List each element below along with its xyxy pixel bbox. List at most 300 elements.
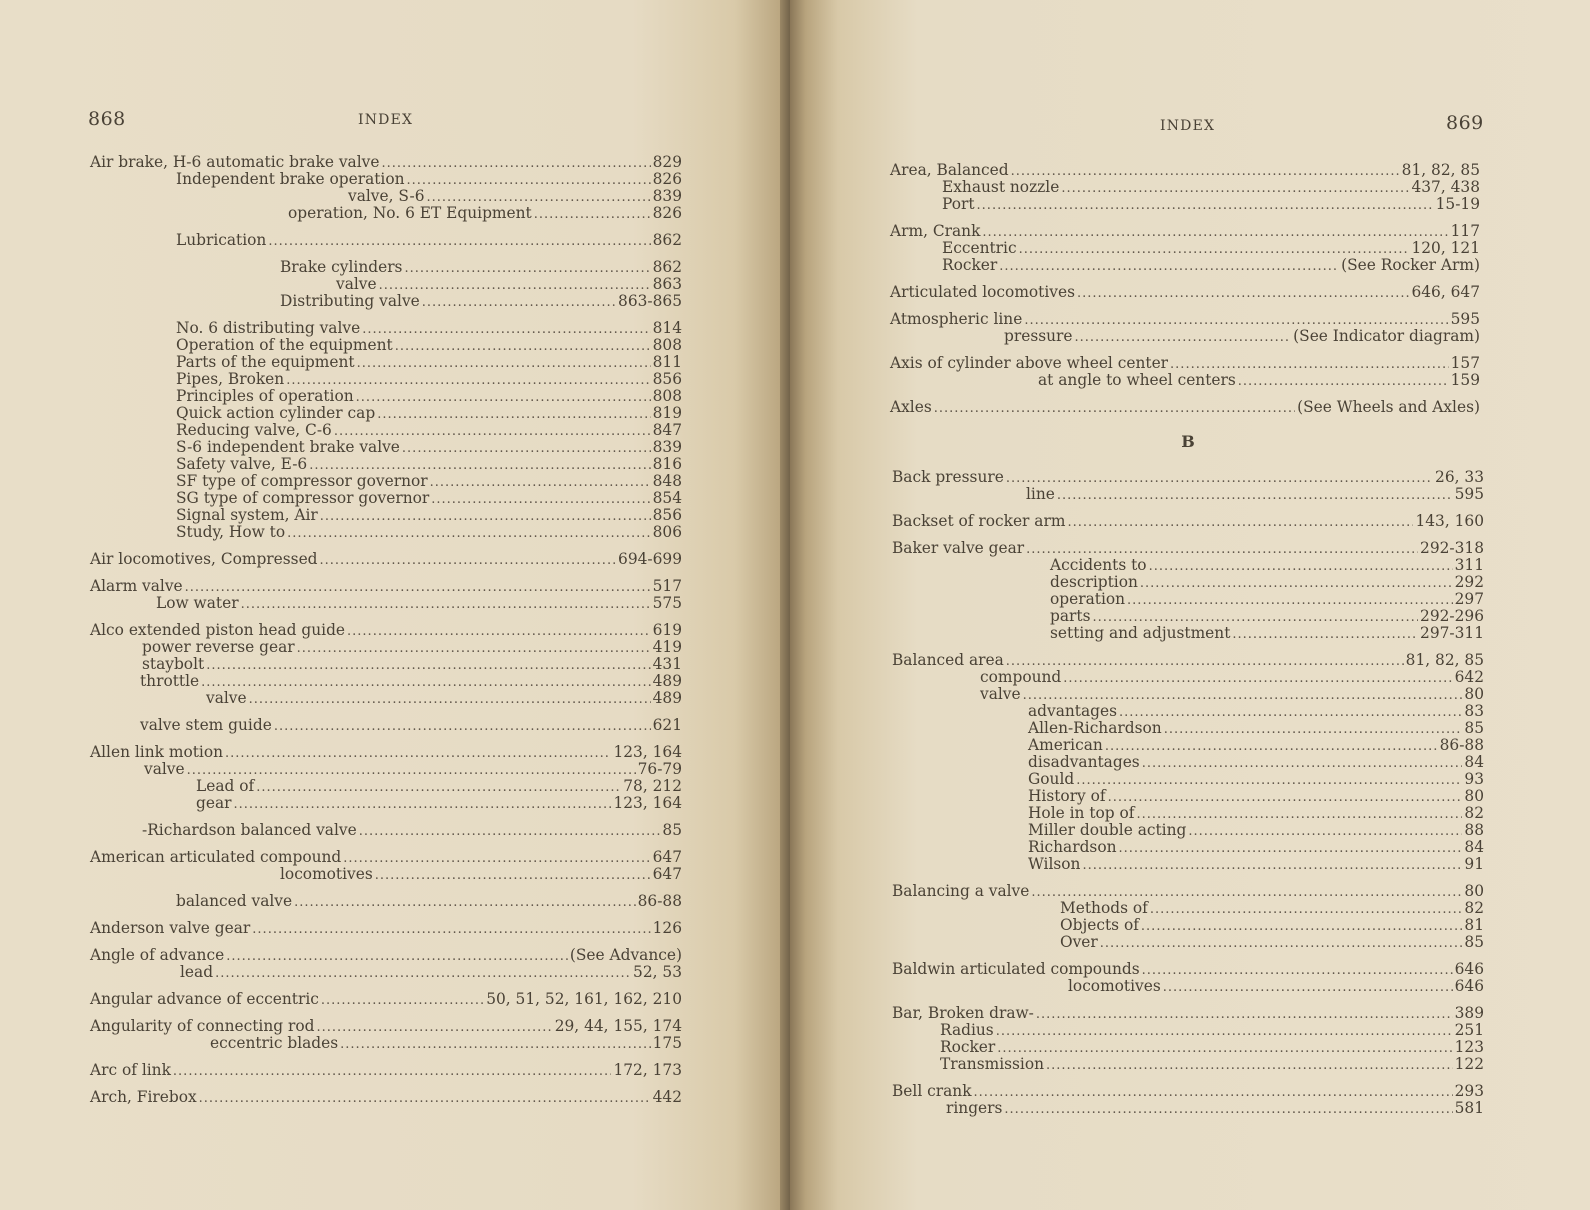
- index-entry: [892, 1056, 1484, 1073]
- entry-label: Articulated locomotives: [890, 283, 1075, 301]
- entry-page-ref: 575: [652, 594, 682, 612]
- dot-leader: [316, 1019, 552, 1036]
- dot-leader: [225, 745, 611, 762]
- index-entry: [90, 293, 682, 310]
- index-entry: [90, 1089, 682, 1106]
- entry-page-ref: 862: [652, 258, 682, 276]
- entry-page-ref: 839: [652, 438, 682, 456]
- dot-leader: [402, 440, 651, 457]
- index-entry: [892, 574, 1484, 591]
- index-entry: [892, 856, 1484, 873]
- dot-leader: [1141, 918, 1462, 935]
- dot-leader: [249, 691, 651, 708]
- entry-page-ref: 489: [652, 689, 682, 707]
- index-entry: [90, 761, 682, 778]
- entry-page-ref: 826: [652, 204, 682, 222]
- index-entry: [892, 669, 1484, 686]
- entry-page-ref: 854: [652, 489, 682, 507]
- index-entry: [892, 1039, 1484, 1056]
- dot-leader: [404, 260, 650, 277]
- index-entry: [892, 805, 1484, 822]
- index-entry: [890, 162, 1480, 179]
- entry-label: Axles: [890, 398, 932, 416]
- index-entry: [90, 866, 682, 883]
- entry-label: Anderson valve gear: [90, 919, 251, 937]
- entry-label: valve: [206, 689, 247, 707]
- entry-label: SG type of compressor governor: [176, 489, 430, 507]
- entry-page-ref: 86-88: [1439, 736, 1484, 754]
- entry-label: Brake cylinders: [280, 258, 403, 276]
- index-entry: [890, 355, 1480, 372]
- dot-leader: [274, 718, 651, 735]
- entry-label: Eccentric: [942, 239, 1017, 257]
- dot-leader: [375, 867, 651, 884]
- entry-label: Gould: [1028, 770, 1075, 788]
- index-entry: [892, 652, 1484, 669]
- section-letter: B: [1181, 432, 1195, 451]
- dot-leader: [1149, 558, 1453, 575]
- entry-page-ref: 93: [1464, 770, 1484, 788]
- entry-label: Alco extended piston head guide: [90, 621, 346, 639]
- dot-leader: [241, 596, 651, 613]
- dot-leader: [996, 1023, 1453, 1040]
- entry-label: Lubrication: [176, 231, 267, 249]
- dot-leader: [1105, 738, 1438, 755]
- entry-page-ref: 159: [1450, 371, 1480, 389]
- dot-leader: [1046, 1057, 1453, 1074]
- entry-page-ref: 85: [662, 821, 682, 839]
- right-index-column-a: [890, 162, 1480, 416]
- entry-page-ref: 647: [652, 865, 682, 883]
- entry-page-ref: 862: [652, 231, 682, 249]
- entry-page-ref: 78, 212: [623, 777, 682, 795]
- index-entry: [892, 1100, 1484, 1117]
- left-index-column: [90, 154, 682, 1106]
- entry-page-ref: 297: [1454, 590, 1484, 608]
- index-entry: [90, 524, 682, 541]
- dot-leader: [356, 389, 651, 406]
- dot-leader: [997, 1040, 1452, 1057]
- entry-page-ref: 80: [1464, 787, 1484, 805]
- entry-label: compound: [980, 668, 1062, 686]
- dot-leader: [534, 206, 651, 223]
- index-entry: [90, 717, 682, 734]
- entry-label: Methods of: [1060, 899, 1148, 917]
- dot-leader: [1142, 962, 1453, 979]
- dot-leader: [347, 623, 651, 640]
- index-entry: [892, 703, 1484, 720]
- entry-page-ref: 84: [1464, 753, 1484, 771]
- entry-label: Parts of the equipment: [176, 353, 355, 371]
- dot-leader: [199, 1090, 651, 1107]
- entry-page-ref: 806: [652, 523, 682, 541]
- entry-page-ref: 819: [652, 404, 682, 422]
- dot-leader: [1232, 626, 1418, 643]
- index-entry: [90, 388, 682, 405]
- entry-label: power reverse gear: [142, 638, 295, 656]
- entry-page-ref: 489: [652, 672, 682, 690]
- index-entry: [90, 656, 682, 673]
- entry-label: Rocker: [942, 256, 998, 274]
- entry-label: Pipes, Broken: [176, 370, 285, 388]
- entry-label: Axis of cylinder above wheel center: [890, 354, 1169, 372]
- entry-label: Transmission: [940, 1055, 1045, 1073]
- index-entry: [892, 1005, 1484, 1022]
- entry-label: Angle of advance: [90, 946, 225, 964]
- entry-label: American articulated compound: [90, 848, 342, 866]
- dot-leader: [320, 552, 617, 569]
- index-entry: [890, 179, 1480, 196]
- entry-page-ref: (See Rocker Arm): [1341, 256, 1480, 274]
- entry-label: -Richardson balanced valve: [142, 821, 357, 839]
- entry-page-ref: 826: [652, 170, 682, 188]
- entry-page-ref: 311: [1454, 556, 1484, 574]
- entry-page-ref: 292-318: [1420, 539, 1484, 557]
- entry-label: Distributing valve: [280, 292, 420, 310]
- entry-page-ref: 646, 647: [1411, 283, 1480, 301]
- entry-page-ref: 389: [1454, 1004, 1484, 1022]
- index-entry: [90, 371, 682, 388]
- entry-page-ref: 29, 44, 155, 174: [554, 1017, 682, 1035]
- entry-label: American: [1028, 736, 1103, 754]
- dot-leader: [430, 474, 651, 491]
- dot-leader: [1127, 592, 1453, 609]
- entry-label: Arc of link: [90, 1061, 171, 1079]
- entry-page-ref: 437, 438: [1411, 178, 1480, 196]
- entry-label: Back pressure: [892, 468, 1004, 486]
- dot-leader: [294, 894, 636, 911]
- entry-page-ref: 621: [652, 716, 682, 734]
- entry-page-ref: 86-88: [637, 892, 682, 910]
- entry-page-ref: 83: [1464, 702, 1484, 720]
- entry-label: parts: [1050, 607, 1091, 625]
- entry-label: Wilson: [1028, 855, 1081, 873]
- dot-leader: [1142, 755, 1463, 772]
- dot-leader: [1075, 329, 1292, 346]
- index-entry: [90, 337, 682, 354]
- dot-leader: [340, 1036, 650, 1053]
- page-number: 869: [1446, 112, 1484, 134]
- entry-label: Alarm valve: [90, 577, 183, 595]
- entry-page-ref: (See Wheels and Axles): [1297, 398, 1480, 416]
- index-entry: [90, 422, 682, 439]
- entry-label: Low water: [156, 594, 239, 612]
- index-entry: [892, 934, 1484, 951]
- entry-label: Balanced area: [892, 651, 1004, 669]
- dot-leader: [1067, 514, 1413, 531]
- entry-page-ref: 811: [652, 353, 682, 371]
- entry-page-ref: 646: [1454, 977, 1484, 995]
- entry-page-ref: 81, 82, 85: [1405, 651, 1484, 669]
- dot-leader: [252, 921, 650, 938]
- index-entry: [90, 920, 682, 937]
- entry-label: throttle: [140, 672, 200, 690]
- dot-leader: [226, 948, 568, 965]
- index-entry: [892, 557, 1484, 574]
- index-entry: [892, 839, 1484, 856]
- running-title: INDEX: [1160, 118, 1216, 134]
- entry-label: locomotives: [1068, 977, 1161, 995]
- index-entry: [892, 513, 1484, 530]
- dot-leader: [1063, 670, 1452, 687]
- dot-leader: [1004, 1101, 1452, 1118]
- index-entry: [90, 473, 682, 490]
- index-entry: [890, 223, 1480, 240]
- entry-page-ref: 157: [1450, 354, 1480, 372]
- entry-page-ref: 123, 164: [613, 743, 682, 761]
- dot-leader: [381, 155, 650, 172]
- entry-label: Radius: [940, 1021, 994, 1039]
- entry-page-ref: 829: [652, 153, 682, 171]
- dot-leader: [974, 1084, 1453, 1101]
- index-entry: [90, 439, 682, 456]
- entry-label: Quick action cylinder cap: [176, 404, 376, 422]
- index-entry: [90, 964, 682, 981]
- entry-label: line: [1026, 485, 1055, 503]
- dot-leader: [1082, 857, 1462, 874]
- entry-label: eccentric blades: [210, 1034, 339, 1052]
- entry-page-ref: 50, 51, 52, 161, 162, 210: [486, 990, 682, 1008]
- entry-label: Angularity of connecting rod: [90, 1017, 315, 1035]
- index-entry: [892, 540, 1484, 557]
- index-entry: [90, 947, 682, 964]
- entry-label: Reducing valve, C-6: [176, 421, 332, 439]
- dot-leader: [1061, 180, 1409, 197]
- entry-label: Area, Balanced: [890, 161, 1009, 179]
- index-entry: [90, 778, 682, 795]
- entry-page-ref: 292-296: [1420, 607, 1484, 625]
- dot-leader: [1006, 653, 1404, 670]
- entry-label: operation: [1050, 590, 1126, 608]
- dot-leader: [1011, 163, 1400, 180]
- index-entry: [90, 639, 682, 656]
- dot-leader: [201, 674, 650, 691]
- entry-label: Miller double acting: [1028, 821, 1187, 839]
- index-entry: [892, 754, 1484, 771]
- left-page: [0, 0, 790, 1210]
- dot-leader: [1188, 823, 1462, 840]
- index-entry: [90, 171, 682, 188]
- entry-label: advantages: [1028, 702, 1118, 720]
- index-entry: [90, 507, 682, 524]
- index-entry: [892, 883, 1484, 900]
- dot-leader: [1140, 575, 1453, 592]
- entry-page-ref: 581: [1454, 1099, 1484, 1117]
- entry-page-ref: 517: [652, 577, 682, 595]
- entry-label: disadvantages: [1028, 753, 1140, 771]
- dot-leader: [1108, 789, 1463, 806]
- index-entry: [90, 405, 682, 422]
- index-entry: [890, 284, 1480, 301]
- dot-leader: [321, 992, 484, 1009]
- entry-page-ref: (See Advance): [569, 946, 682, 964]
- dot-leader: [343, 850, 650, 867]
- dot-leader: [206, 657, 650, 674]
- index-entry: [90, 232, 682, 249]
- index-entry: [892, 686, 1484, 703]
- index-entry: [90, 822, 682, 839]
- entry-label: valve: [336, 275, 377, 293]
- entry-label: description: [1050, 573, 1138, 591]
- dot-leader: [1163, 979, 1453, 996]
- entry-label: pressure: [1004, 327, 1073, 345]
- entry-page-ref: 85: [1464, 933, 1484, 951]
- entry-label: Safety valve, E-6: [176, 455, 308, 473]
- index-entry: [90, 188, 682, 205]
- entry-page-ref: 91: [1464, 855, 1484, 873]
- index-entry: [90, 893, 682, 910]
- dot-leader: [1238, 373, 1449, 390]
- entry-page-ref: 293: [1454, 1082, 1484, 1100]
- running-title: INDEX: [358, 112, 414, 128]
- entry-label: ringers: [946, 1099, 1003, 1117]
- index-entry: [90, 690, 682, 707]
- entry-page-ref: 816: [652, 455, 682, 473]
- index-entry: [90, 205, 682, 222]
- dot-leader: [431, 491, 650, 508]
- entry-page-ref: 126: [652, 919, 682, 937]
- index-entry: [90, 154, 682, 171]
- entry-page-ref: 856: [652, 506, 682, 524]
- entry-page-ref: 175: [652, 1034, 682, 1052]
- entry-label: Lead of: [196, 777, 255, 795]
- index-entry: [892, 788, 1484, 805]
- entry-page-ref: 85: [1464, 719, 1484, 737]
- entry-page-ref: 123: [1454, 1038, 1484, 1056]
- entry-label: Bell crank: [892, 1082, 972, 1100]
- entry-label: valve, S-6: [348, 187, 425, 205]
- entry-page-ref: 856: [652, 370, 682, 388]
- entry-page-ref: 80: [1464, 882, 1484, 900]
- entry-label: setting and adjustment: [1050, 624, 1231, 642]
- dot-leader: [977, 197, 1434, 214]
- entry-label: Accidents to: [1050, 556, 1147, 574]
- dot-leader: [422, 294, 616, 311]
- dot-leader: [1119, 704, 1462, 721]
- entry-label: History of: [1028, 787, 1106, 805]
- dot-leader: [173, 1063, 612, 1080]
- index-entry: [90, 490, 682, 507]
- entry-label: Baldwin articulated compounds: [892, 960, 1140, 978]
- entry-page-ref: 292: [1454, 573, 1484, 591]
- entry-label: Air locomotives, Compressed: [90, 550, 318, 568]
- index-entry: [890, 240, 1480, 257]
- dot-leader: [982, 224, 1448, 241]
- entry-page-ref: 122: [1454, 1055, 1484, 1073]
- entry-page-ref: 117: [1450, 222, 1480, 240]
- index-entry: [892, 737, 1484, 754]
- dot-leader: [377, 406, 650, 423]
- dot-leader: [268, 233, 650, 250]
- entry-page-ref: 647: [652, 848, 682, 866]
- entry-page-ref: 81, 82, 85: [1401, 161, 1480, 179]
- entry-label: Baker valve gear: [892, 539, 1025, 557]
- dot-leader: [407, 172, 651, 189]
- index-entry: [890, 311, 1480, 328]
- index-entry: [90, 1018, 682, 1035]
- entry-label: Operation of the equipment: [176, 336, 393, 354]
- entry-label: valve: [980, 685, 1021, 703]
- entry-page-ref: 808: [652, 336, 682, 354]
- entry-label: staybolt: [142, 655, 205, 673]
- entry-page-ref: 88: [1464, 821, 1484, 839]
- index-entry: [90, 795, 682, 812]
- entry-page-ref: 839: [652, 187, 682, 205]
- entry-label: valve stem guide: [140, 716, 272, 734]
- entry-label: Arm, Crank: [890, 222, 981, 240]
- dot-leader: [1119, 840, 1463, 857]
- entry-label: Balancing a valve: [892, 882, 1030, 900]
- index-entry: [890, 328, 1480, 345]
- index-entry: [90, 259, 682, 276]
- index-entry: [90, 551, 682, 568]
- entry-page-ref: 82: [1464, 899, 1484, 917]
- dot-leader: [1057, 487, 1453, 504]
- dot-leader: [1076, 772, 1462, 789]
- entry-page-ref: 251: [1454, 1021, 1484, 1039]
- index-entry: [892, 961, 1484, 978]
- index-entry: [892, 486, 1484, 503]
- page-number: 868: [88, 108, 126, 130]
- index-entry: [90, 744, 682, 761]
- index-entry: [90, 595, 682, 612]
- entry-page-ref: 419: [652, 638, 682, 656]
- entry-page-ref: 80: [1464, 685, 1484, 703]
- index-entry: [890, 372, 1480, 389]
- entry-label: Port: [942, 195, 975, 213]
- entry-page-ref: 84: [1464, 838, 1484, 856]
- entry-label: Over: [1060, 933, 1098, 951]
- entry-label: Bar, Broken draw-: [892, 1004, 1034, 1022]
- index-entry: [892, 608, 1484, 625]
- entry-page-ref: 595: [1454, 485, 1484, 503]
- entry-label: locomotives: [280, 865, 373, 883]
- index-entry: [90, 354, 682, 371]
- index-entry: [90, 849, 682, 866]
- dot-leader: [395, 338, 651, 355]
- entry-label: Objects of: [1060, 916, 1139, 934]
- entry-label: at angle to wheel centers: [1038, 371, 1236, 389]
- index-entry: [892, 720, 1484, 737]
- index-entry: [890, 196, 1480, 213]
- entry-page-ref: 848: [652, 472, 682, 490]
- entry-label: Angular advance of eccentric: [90, 990, 319, 1008]
- entry-label: No. 6 distributing valve: [176, 319, 361, 337]
- entry-page-ref: 694-699: [618, 550, 682, 568]
- entry-label: operation, No. 6 ET Equipment: [288, 204, 532, 222]
- dot-leader: [357, 355, 651, 372]
- dot-leader: [1077, 285, 1409, 302]
- index-entry: [90, 622, 682, 639]
- entry-label: gear: [196, 794, 232, 812]
- entry-label: Air brake, H-6 automatic brake valve: [90, 153, 380, 171]
- index-entry: [90, 673, 682, 690]
- entry-label: Atmospheric line: [890, 310, 1023, 328]
- entry-page-ref: 595: [1450, 310, 1480, 328]
- entry-page-ref: 297-311: [1420, 624, 1484, 642]
- entry-label: Exhaust nozzle: [942, 178, 1060, 196]
- dot-leader: [362, 321, 650, 338]
- index-entry: [892, 771, 1484, 788]
- dot-leader: [234, 796, 612, 813]
- index-entry: [90, 456, 682, 473]
- entry-page-ref: 120, 121: [1411, 239, 1480, 257]
- dot-leader: [287, 525, 650, 542]
- index-entry: [90, 276, 682, 293]
- index-entry: [892, 978, 1484, 995]
- index-entry: [892, 625, 1484, 642]
- entry-page-ref: 52, 53: [633, 963, 682, 981]
